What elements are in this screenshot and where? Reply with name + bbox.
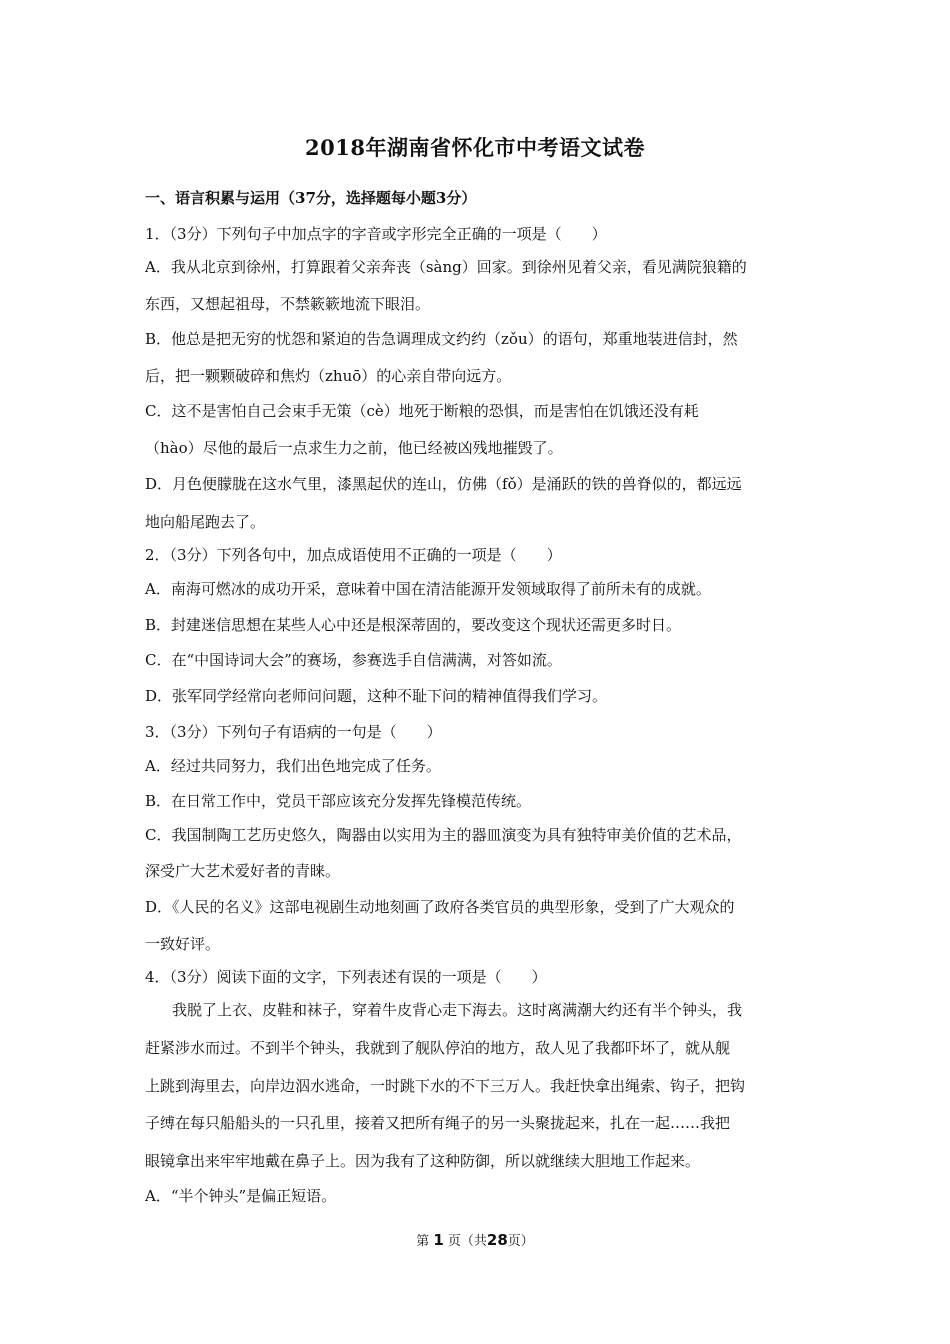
footer-middle: 页（共	[447, 1234, 487, 1249]
question-2-option-a: A．南海可燃冰的成功开采，意味着中国在清洁能源开发领域取得了前所未有的成就。	[145, 580, 711, 598]
question-3-stem: 3．（3分）下列句子有语病的一句是（ ）	[145, 723, 442, 741]
question-2-stem: 2．（3分）下列各句中，加点成语使用不正确的一项是（ ）	[145, 546, 562, 564]
question-2-option-b: B．封建迷信思想在某些人心中还是根深蒂固的，要改变这个现状还需更多时日。	[145, 616, 682, 634]
question-1-option-b-line-1: B．他总是把无穷的忧怨和紧迫的告急调理成文约约（zǒu）的语句，郑重地装进信封，然	[145, 330, 738, 348]
footer-page-number: 1	[433, 1231, 444, 1249]
question-1-option-a-line-2: 东西，又想起祖母，不禁簌簌地流下眼泪。	[145, 295, 431, 313]
question-3-option-d-line-1: D．《人民的名义》这部电视剧生动地刻画了政府各类官员的典型形象，受到了广大观众的	[145, 898, 735, 916]
passage-line-4: 子缚在每只船船头的一只孔里，接着又把所有绳子的另一头聚拢起来，扎在一起……我把	[145, 1114, 731, 1132]
footer-total-pages: 28	[486, 1231, 508, 1249]
footer-suffix: 页）	[507, 1234, 534, 1249]
question-1-option-b-line-2: 后，把一颗颗破碎和焦灼（zhuō）的心亲自带向远方。	[145, 367, 512, 385]
question-4-stem: 4．（3分）阅读下面的文字，下列表述有误的一项是（ ）	[145, 968, 547, 986]
question-3-option-c-line-1: C．我国制陶工艺历史悠久，陶器由以实用为主的器皿演变为具有独特审美价值的艺术品，	[145, 826, 742, 844]
section-heading: 一、语言积累与运用（37分，选择题每小题3分）	[145, 189, 477, 207]
question-2-option-d: D．张军同学经常向老师问问题，这种不耻下问的精神值得我们学习。	[145, 687, 608, 705]
question-1-option-d-line-2: 地向船尾跑去了。	[145, 513, 266, 531]
question-3-option-b: B．在日常工作中，党员干部应该充分发挥先锋模范传统。	[145, 792, 532, 810]
question-3-option-d-line-2: 一致好评。	[145, 935, 221, 953]
passage-line-2: 赶紧涉水而过。不到半个钟头，我就到了舰队停泊的地方，敌人见了我都吓坏了，就从舰	[145, 1039, 731, 1057]
passage-line-1: 我脱了上衣、皮鞋和袜子，穿着牛皮背心走下海去。这时离满潮大约还有半个钟头，我	[172, 1001, 743, 1019]
footer-prefix: 第	[416, 1234, 430, 1249]
page-footer	[0, 1230, 950, 1249]
question-1-option-d-line-1: D．月色便朦胧在这水气里，漆黑起伏的连山，仿佛（fǒ）是涌跃的铁的兽脊似的，都远远	[145, 475, 742, 493]
question-1-option-a-line-1: A．我从北京到徐州，打算跟着父亲奔丧（sàng）回家。到徐州见着父亲，看见满院狼籍的	[145, 258, 747, 276]
question-3-option-a: A．经过共同努力，我们出色地完成了任务。	[145, 757, 441, 775]
question-1-stem: 1．（3分）下列句子中加点字的字音或字形完全正确的一项是（ ）	[145, 225, 607, 243]
question-1-option-c-line-2: （hào）尽他的最后一点求生力之前，他已经被凶残地摧毁了。	[145, 439, 563, 457]
passage-line-3: 上跳到海里去，向岸边泅水逃命，一时跳下水的不下三万人。我赶快拿出绳索、钩子，把钩	[145, 1077, 746, 1095]
question-1-option-c-line-1: C．这不是害怕自己会束手无策（cè）地死于断粮的恐惧，而是害怕在饥饿还没有耗	[145, 402, 699, 420]
page-title: 2018年湖南省怀化市中考语文试卷	[305, 135, 645, 160]
question-3-option-c-line-2: 深受广大艺术爱好者的青睐。	[145, 862, 341, 880]
question-2-option-c: C．在“中国诗词大会”的赛场，参赛选手自信满满，对答如流。	[145, 651, 562, 669]
question-4-option-a: A．“半个钟头”是偏正短语。	[145, 1187, 337, 1205]
passage-line-5: 眼镜拿出来牢牢地戴在鼻子上。因为我有了这种防御，所以就继续大胆地工作起来。	[145, 1152, 701, 1170]
